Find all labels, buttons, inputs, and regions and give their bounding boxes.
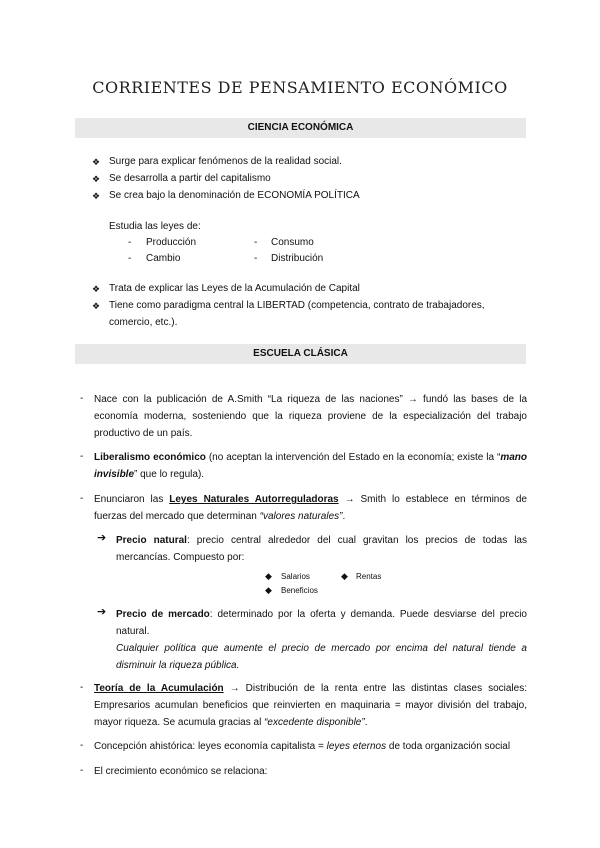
diamond-icon: ◆ — [265, 585, 272, 595]
bullet-text: Se crea bajo la denominación de ECONOMÍA POLÍTICA — [109, 190, 360, 201]
italic-term: mano invisible — [94, 452, 527, 480]
text: : precio central alrededor del cual gravitan los precios de todas las mercancías. Compuesto por: — [116, 535, 527, 563]
diamond-bullet-icon: ❖ — [92, 301, 101, 311]
law-item: Producción — [146, 237, 197, 248]
paragraph — [94, 738, 527, 755]
text: → Smith lo establece en términos de fuerzas del mercado que determinan — [94, 494, 527, 522]
diamond-bullet-icon: ❖ — [92, 174, 101, 184]
dash-icon: - — [254, 253, 258, 264]
text: . — [342, 511, 346, 522]
paragraph — [94, 491, 527, 525]
dash-icon: - — [80, 493, 84, 504]
underlined-term: Leyes Naturales Autorreguladoras — [169, 494, 339, 505]
diamond-icon: ◆ — [265, 571, 272, 581]
component-item: Beneficios — [281, 586, 318, 595]
dash-icon: - — [254, 237, 258, 248]
text: ” que lo regula). — [134, 469, 205, 480]
text: : determinado por la oferta y demanda. Puede desviarse del precio natural. — [116, 609, 527, 637]
dash-icon: - — [80, 740, 84, 751]
bullet-text: Tiene como paradigma central la LIBERTAD (competencia, contrato de trabajadores, — [109, 300, 485, 311]
arrow-bullet-icon: ➔ — [97, 606, 107, 618]
paragraph: Nace con la publicación de A.Smith “La riqueza de las naciones” → fundó las bases de la economía moderna, sosteniendo que la riqueza proviene de la especialización del trabajo productivo de un país. — [94, 394, 527, 439]
paragraph — [116, 606, 527, 674]
diamond-bullet-icon: ❖ — [92, 191, 101, 201]
text: Enunciaron las — [94, 494, 170, 505]
italic-term: “excedente disponible” — [264, 717, 365, 728]
dash-icon: - — [128, 253, 132, 264]
underlined-term: Teoría de la Acumulación — [94, 683, 224, 694]
diamond-bullet-icon: ❖ — [92, 284, 101, 294]
dash-icon: - — [80, 393, 84, 404]
paragraph: El crecimiento económico se relaciona: — [94, 766, 268, 777]
diamond-bullet-icon: ❖ — [92, 157, 101, 167]
dash-icon: - — [128, 237, 132, 248]
dash-icon: - — [80, 682, 84, 693]
dash-icon: - — [80, 765, 84, 776]
bullet-text: comercio, etc.). — [109, 317, 178, 328]
paragraph — [94, 680, 527, 731]
bullet-text: Trata de explicar las Leyes de la Acumulación de Capital — [109, 283, 360, 294]
bold-term: Precio natural — [116, 535, 187, 546]
laws-intro: Estudia las leyes de: — [109, 221, 201, 232]
arrow-bullet-icon: ➔ — [97, 532, 107, 544]
bullet-text: Se desarrolla a partir del capitalismo — [109, 173, 271, 184]
text: (no aceptan la intervención del Estado en la economía; existe la “ — [205, 452, 501, 463]
component-item: Salarios — [281, 572, 310, 581]
text: → Distribución de la renta entre las distintas clases sociales: Empresarios acumulan beneficios que reinvierten en maquinaria = mayor división del trabajo, mayor riqueza. Se acumula gracias al — [94, 683, 527, 728]
dash-icon: - — [80, 451, 84, 462]
law-item: Distribución — [271, 253, 324, 264]
law-item: Cambio — [146, 253, 181, 264]
italic-note: Cualquier política que aumente el precio de mercado por encima del natural tiende a disminuir la riqueza pública. — [116, 643, 527, 671]
law-item: Consumo — [271, 237, 314, 248]
paragraph — [116, 532, 527, 566]
bold-term: Liberalismo económico — [94, 452, 206, 463]
italic-term: leyes eternos — [326, 741, 387, 752]
bullet-text: Surge para explicar fenómenos de la realidad social. — [109, 156, 342, 167]
page-title: CORRIENTES DE PENSAMIENTO ECONÓMICO — [92, 78, 508, 97]
bold-term: Precio de mercado — [116, 609, 210, 620]
section-heading-escuela: ESCUELA CLÁSICA — [75, 344, 526, 364]
italic-term: “valores naturales” — [259, 511, 343, 522]
component-item: Rentas — [356, 572, 382, 581]
text: . — [364, 717, 368, 728]
diamond-icon: ◆ — [341, 571, 348, 581]
paragraph — [94, 449, 527, 483]
text: de toda organización social — [386, 741, 511, 752]
section-heading-ciencia: CIENCIA ECONÓMICA — [75, 118, 526, 138]
text: Concepción ahistórica: leyes economía capitalista = — [94, 741, 327, 752]
